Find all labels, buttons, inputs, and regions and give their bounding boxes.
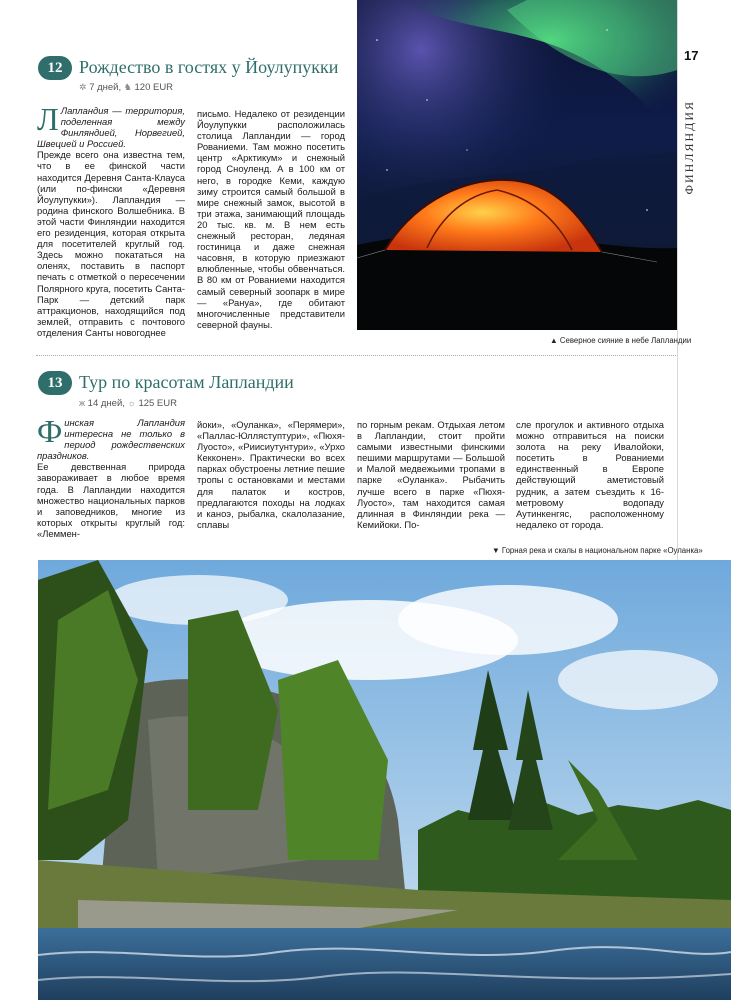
lead-text: инская Лапландия интересна не только в период рождественских праздников. bbox=[37, 417, 185, 462]
section-title: Тур по красотам Лапландии bbox=[79, 372, 294, 392]
section-number-badge: 13 bbox=[38, 371, 72, 395]
section-title: Рождество в гостях у Йоулупукки bbox=[79, 57, 339, 77]
meta-price: 120 EUR bbox=[134, 82, 174, 93]
article-column-2 bbox=[197, 419, 345, 530]
article-column-4 bbox=[516, 419, 664, 530]
drop-cap: Ф bbox=[37, 413, 63, 449]
article-column-1 bbox=[37, 413, 185, 539]
article-column-3 bbox=[357, 419, 505, 530]
section-meta bbox=[79, 398, 177, 409]
mitten-icon: ♞ bbox=[123, 82, 132, 92]
body-text: йоки», «Оуланка», «Перямери», «Паллас-Юлляступтури», «Пюхя-Луосто», «Риисиутунтури», «Урхо Кекконен». Практически во всех парках обустроены летние пешие тропы с остановками и местами для палаток и костров, предлагаются походы на лодках и каноэ, рыбалка, скалолазание, сплавы bbox=[197, 419, 345, 530]
lead-paragraph bbox=[37, 413, 185, 462]
section-divider bbox=[36, 355, 676, 356]
lead-paragraph bbox=[37, 101, 185, 150]
body-text: Прежде всего она известна тем, что в ее финской части находится Деревня Санта-Клауса (или по-фински «Деревня Йоулупукки»). Лапландия — родина финского Волшебника. В этой части Финляндии находится его резиденция, которая открыта для посетителей круглый год. Здесь можно покататься на оленях, поставить в паспорт печать с отметкой о пересечении Полярного круга, посетить Санта-Парк — детский парк аттракционов, находящийся под землей, отправить с почтового отделения Санты новогоднее bbox=[37, 149, 185, 338]
side-title bbox=[682, 100, 702, 195]
body-text: письмо. Недалеко от резиденции Йоулупукки расположилась столица Лапландии — город Рованиеми. Там можно посетить центр «Арктикум» и снежный город Сноуленд. А в 100 км от него, в городке Кеми, каждую зиму строится самый большой в мире снежный замок, высотой в три этажа, занимающий площадь 20 тыс. кв. м. В нем есть снежный ресторан, ледяная гостиница и даже снежная часовня, в которую приезжают влюбленные, чтобы обвенчаться. В 80 км от Рованиеми находится самый северный зоопарк в мире — «Рануа», где обитают многочисленные представители северной фауны. bbox=[197, 108, 345, 330]
body-text: Ее девственная природа завораживает в любое время года. В Лапландии находится множество национальных парков и заповедников, многие из которых открыты круглый год: «Леммен- bbox=[37, 461, 185, 539]
body-text: по горным рекам. Отдыхая летом в Лапландии, стоит пройти самыми известными финскими пешими маршрутами — Большой и Малой медвежьими тропами в парке «Оуланка». Рыбачить лучше всего в парке «Пюхя-Луосто», там находится самая длинная в Финляндии река — Кемийоки. По- bbox=[357, 419, 505, 530]
body-text: сле прогулок и активного отдыха можно отправиться на поиски золота на реку Ивалойоки, посетить в Рованиеми единственный в Европе действующий аметистовый рудник, а затем съездить к 16-метровому водопаду Аутинкенгяс, расположенному недалеко от города. bbox=[516, 419, 664, 530]
photo-caption: ▲ Северное сияние в небе Лапландии bbox=[550, 336, 692, 345]
meta-price: 125 EUR bbox=[138, 398, 177, 409]
photo-caption: ▼ Горная река и скалы в национальном парке «Оуланка» bbox=[492, 546, 703, 555]
section-number-badge: 12 bbox=[38, 56, 72, 80]
river-landscape-photo bbox=[38, 560, 731, 1000]
section-meta bbox=[79, 82, 173, 93]
page-number: 17 bbox=[684, 48, 699, 63]
lead-text: Лапландия — территория, поделенная между Финляндией, Норвегией, Швецией и Россией. bbox=[37, 105, 185, 150]
meta-days: 7 дней, bbox=[89, 82, 122, 93]
sun-icon: ☼ bbox=[127, 398, 136, 408]
aurora-photo bbox=[357, 0, 677, 330]
article-column-1 bbox=[37, 101, 185, 338]
drop-cap: Л bbox=[37, 101, 59, 137]
butterfly-icon: ж bbox=[79, 398, 86, 408]
meta-days: 14 дней, bbox=[87, 398, 125, 409]
snowflake-icon: ✲ bbox=[79, 82, 87, 92]
article-column-2 bbox=[197, 108, 345, 330]
side-title-text: ФИНЛЯНДИЯ bbox=[682, 100, 696, 195]
